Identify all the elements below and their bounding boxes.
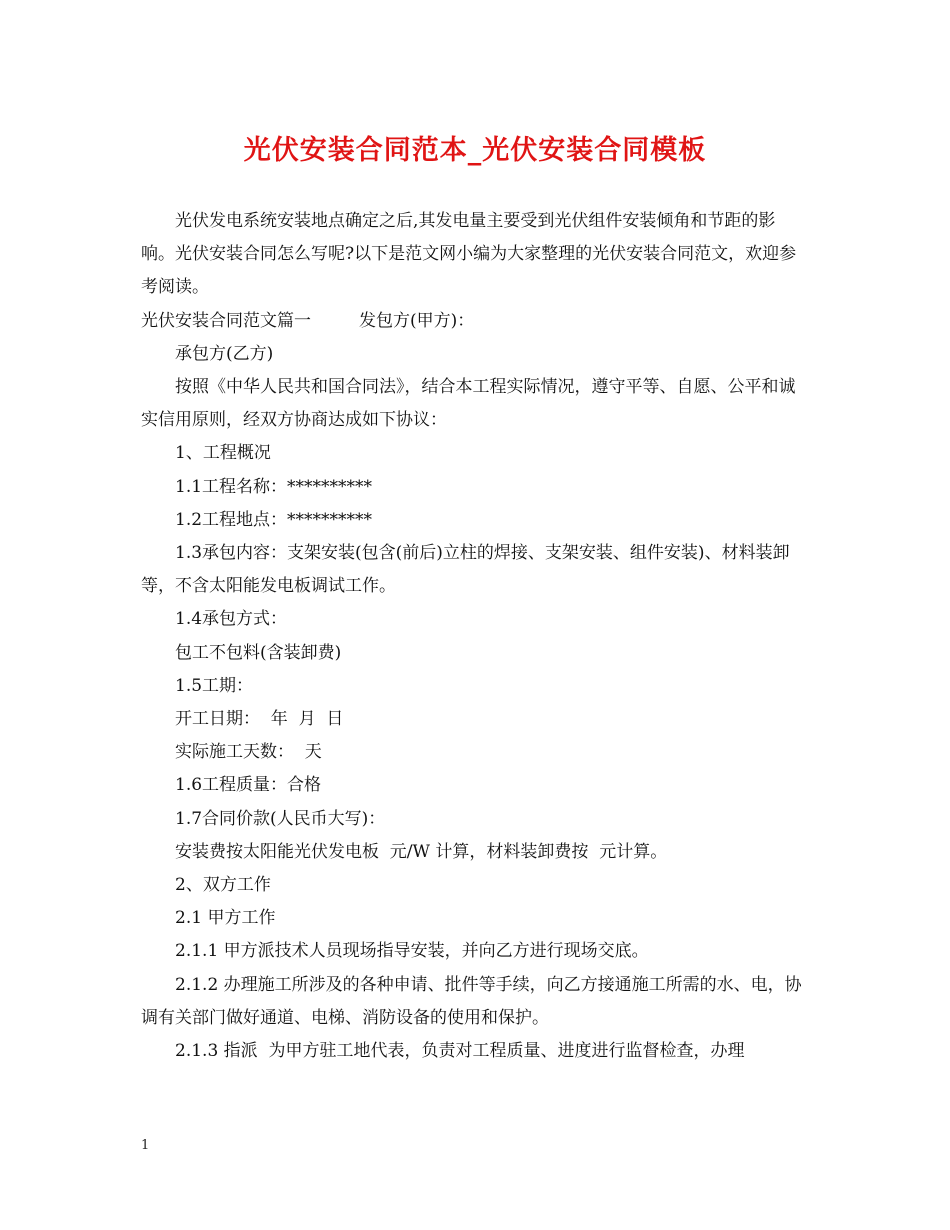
paragraph-schedule: 1.5工期： <box>175 675 254 696</box>
paragraph-duty-2-1-1: 2.1.1 甲方派技术人员现场指导安装，并向乙方进行现场交底。 <box>175 941 649 962</box>
party-a-label: 发包方(甲方)： <box>359 310 475 331</box>
paragraph-agreement: 按照《中华人民共和国合同法》，结合本工程实际情况，遵守平等、自愿、公平和诚实信用原则，经双方协商达成如下协议： <box>141 377 796 431</box>
paragraph-party-b: 承包方(乙方) <box>175 343 274 364</box>
paragraph-duty-2-1-2: 2.1.2 办理施工所涉及的各种申请、批件等手续，向乙方接通施工所需的水、电，协调有关部门做好通道、电梯、消防设备的使用和保护。 <box>141 974 802 1028</box>
paragraph-contract-price: 1.7合同价款(人民币大写)： <box>175 808 386 829</box>
paragraph-project-name: 1.1工程名称：********** <box>175 476 373 497</box>
paragraph-project-location: 1.2工程地点：********** <box>175 509 373 530</box>
heading-project-overview: 1、工程概况 <box>175 443 271 464</box>
paragraph-quality: 1.6工程质量：合格 <box>175 775 322 796</box>
section-title: 光伏安装合同范文篇一 <box>141 310 311 331</box>
paragraph-intro: 光伏发电系统安装地点确定之后,其发电量主要受到光伏组件安装倾角和节距的影响。光伏安装合同怎么写呢?以下是范文网小编为大家整理的光伏安装合同范文，欢迎参考阅读。 <box>141 211 797 298</box>
paragraph-contract-scope: 1.3承包内容：支架安装(包含(前后)立柱的焊接、支架安装、组件安装)、材料装卸等，不含太阳能发电板调试工作。 <box>141 543 790 597</box>
paragraph-start-date: 开工日期： 年 月 日 <box>175 709 344 730</box>
paragraph-contract-method: 1.4承包方式： <box>175 609 288 630</box>
paragraph-section-heading <box>141 305 809 338</box>
heading-party-a-duties: 2.1 甲方工作 <box>175 908 276 929</box>
heading-party-duties: 2、双方工作 <box>175 875 271 896</box>
page-number: 1 <box>141 1138 150 1153</box>
paragraph-labor-only: 包工不包料(含装卸费) <box>175 642 342 663</box>
document-title: 光伏安装合同范本_光伏安装合同模板 <box>243 135 707 166</box>
paragraph-fee-terms: 安装费按太阳能光伏发电板 元/W 计算，材料装卸费按 元计算。 <box>175 841 668 862</box>
paragraph-duty-2-1-3: 2.1.3 指派 为甲方驻工地代表，负责对工程质量、进度进行监督检查，办理 <box>175 1041 745 1062</box>
document-body <box>141 205 809 1068</box>
paragraph-work-days: 实际施工天数： 天 <box>175 742 322 763</box>
